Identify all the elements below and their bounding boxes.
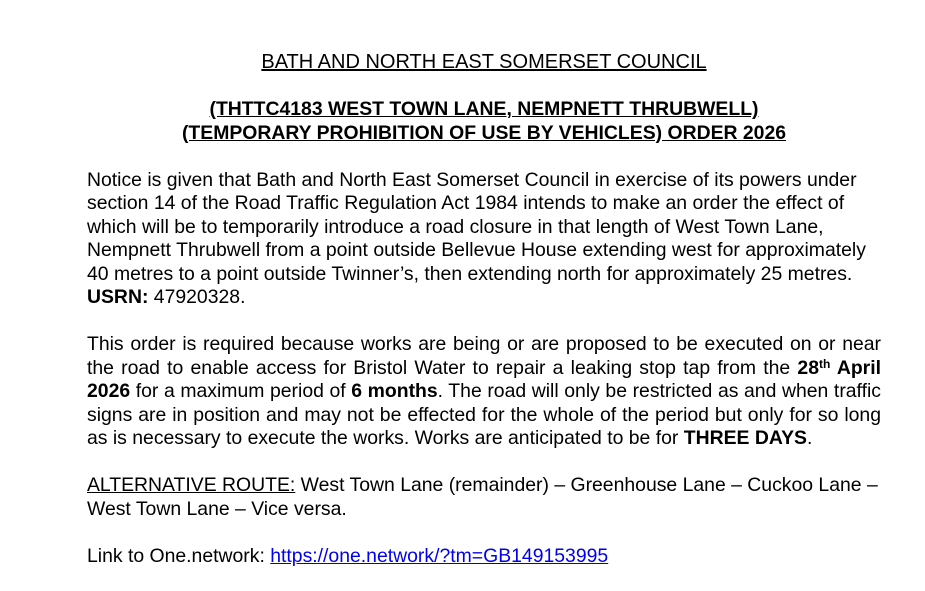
one-network-paragraph	[87, 545, 881, 569]
one-network-link[interactable]: https://one.network/?tm=GB149153995	[270, 544, 609, 567]
order-title	[87, 98, 881, 145]
council-title-text: BATH AND NORTH EAST SOMERSET COUNCIL	[261, 51, 707, 73]
start-date-day: 28	[797, 356, 819, 379]
council-title	[87, 51, 881, 75]
max-period: 6 months	[351, 380, 438, 402]
alternative-route-label: ALTERNATIVE ROUTE:	[87, 474, 296, 496]
usrn-value: 47920328.	[148, 286, 246, 308]
reason-text-2: for a maximum period of	[130, 380, 352, 402]
reason-paragraph	[87, 333, 881, 451]
notice-paragraph	[87, 169, 881, 310]
alternative-route-value: West Town Lane (remainder) – Greenhouse Lane – Cuckoo Lane – West Town Lane – Vice versa.	[87, 474, 878, 520]
reason-text-1: This order is required because works are being or are proposed to be executed on or near the road to enable access for Bristol Water to repair a leaking stop tap from the	[87, 333, 881, 379]
alternative-route-paragraph	[87, 474, 881, 521]
order-title-line2: (TEMPORARY PROHIBITION OF USE BY VEHICLES) ORDER 2026	[181, 121, 787, 144]
reason-text-4: .	[806, 427, 813, 449]
start-date-ordinal: th	[819, 357, 831, 372]
start-date-rest: April 2026	[87, 356, 881, 402]
notice-document	[87, 0, 881, 568]
one-network-label: Link to One.network:	[87, 544, 271, 567]
reason-text-3: . The road will only be restricted as and when traffic signs are in position and may not be effected for the whole of the period but only for so long as is necessary to execute the works. Works are anticipated to be for	[87, 380, 881, 449]
notice-body-text: Notice is given that Bath and North East Somerset Council in exercise of its powers under section 14 of the Road Traffic Regulation Act 1984 intends to make an order the effect of which will be to temporarily introduce a road closure in that length of West Town Lane, Nempnett Thrubwell from a point outside Bellevue House extending west for approximately 40 metres to a point outside Twinner’s, then extending north for approximately 25 metres.	[87, 168, 866, 285]
order-title-line1: (THTTC4183 WEST TOWN LANE, NEMPNETT THRUBWELL)	[209, 98, 759, 120]
usrn-label: USRN:	[87, 286, 149, 308]
works-length: THREE DAYS	[683, 427, 807, 449]
